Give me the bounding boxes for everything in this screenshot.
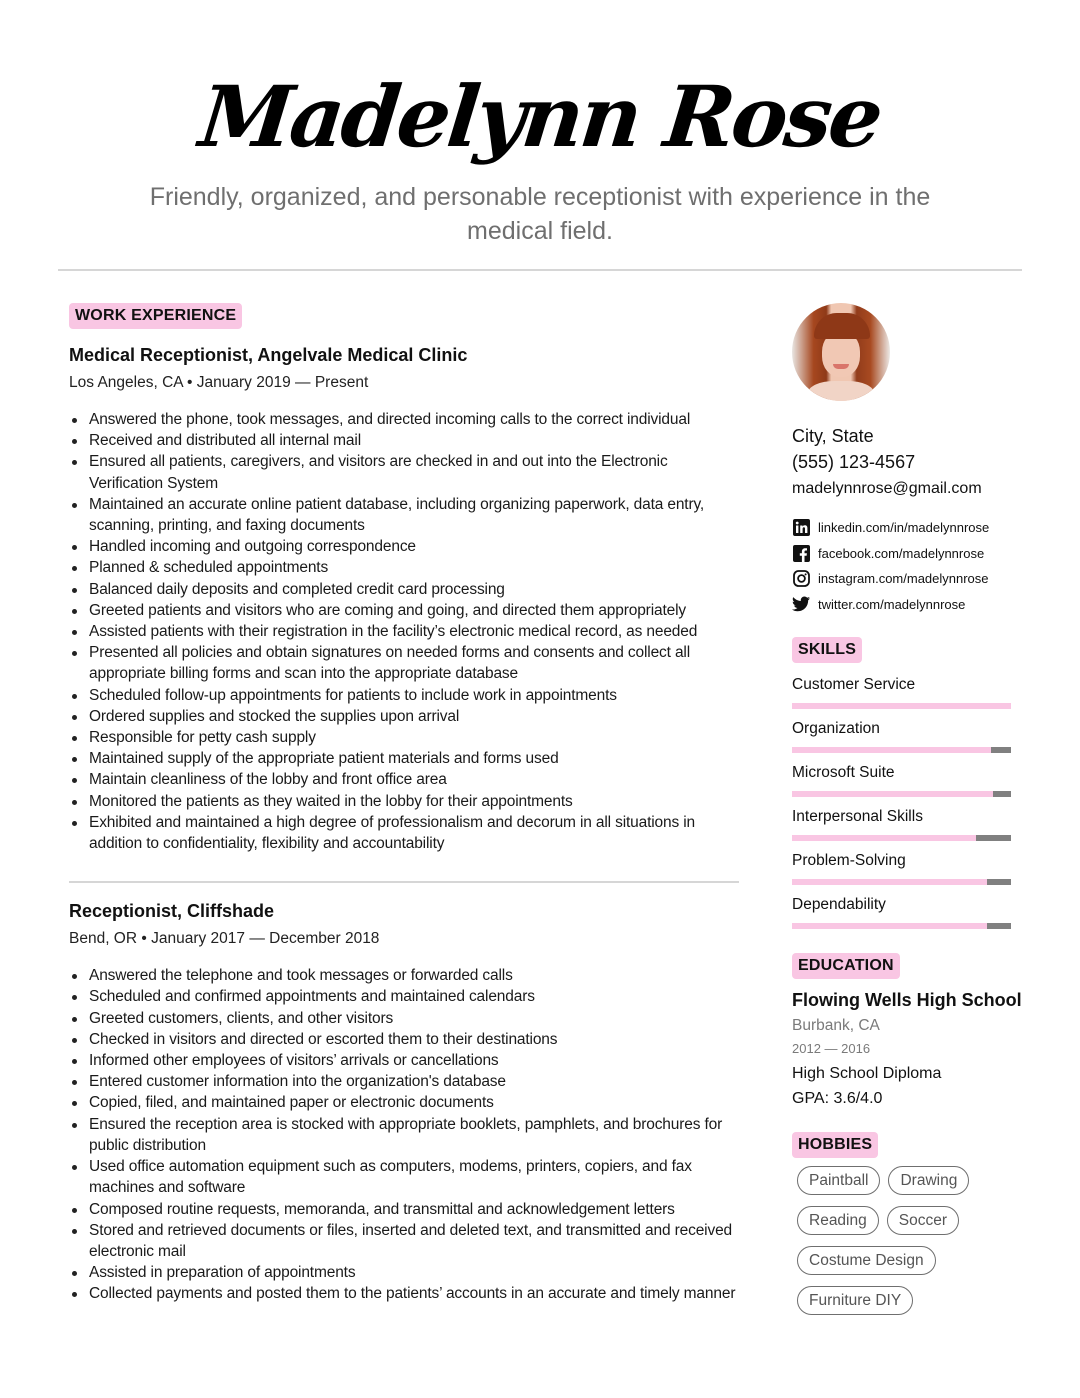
bullet-item: Monitored the patients as they waited in the lobby for their appointments	[69, 791, 739, 812]
header-divider	[58, 269, 1022, 271]
bullet-item: Greeted patients and visitors who are coming and going, and directed them appropriately	[69, 600, 739, 621]
work-experience-section	[69, 303, 739, 1305]
bullet-item: Entered customer information into the organization's database	[69, 1071, 739, 1092]
profile-photo	[792, 303, 890, 401]
bullet-item: Assisted in preparation of appointments	[69, 1262, 739, 1283]
job-bullets	[69, 409, 739, 854]
bullet-item: Scheduled and confirmed appointments and maintained calendars	[69, 986, 739, 1007]
social-link-instagram[interactable]	[792, 566, 1022, 592]
social-link-twitter[interactable]	[792, 592, 1022, 618]
education-gpa: GPA: 3.6/4.0	[792, 1090, 883, 1107]
skill-bar-fill	[792, 791, 993, 797]
skill-name: Interpersonal Skills	[792, 808, 923, 825]
skill-name: Problem-Solving	[792, 852, 906, 869]
skill-name: Dependability	[792, 896, 886, 913]
bullet-item: Greeted customers, clients, and other visitors	[69, 1008, 739, 1029]
bullet-item: Scheduled follow-up appointments for patients to include work in appointments	[69, 685, 739, 706]
education-school: Flowing Wells High School	[792, 990, 1022, 1010]
bullet-item: Balanced daily deposits and completed credit card processing	[69, 579, 739, 600]
hobbies-list	[792, 1166, 1012, 1326]
photo-hair	[814, 313, 870, 339]
linkedin-icon	[792, 519, 810, 537]
photo-smile	[833, 364, 849, 369]
job-title: Medical Receptionist, Angelvale Medical Clinic	[69, 345, 468, 365]
bullet-item: Maintained supply of the appropriate patient materials and forms used	[69, 748, 739, 769]
social-links	[792, 515, 1022, 617]
section-label-education: EDUCATION	[792, 953, 900, 979]
social-link-facebook[interactable]	[792, 541, 1022, 567]
hobby-chip: Soccer	[887, 1206, 959, 1235]
section-label-hobbies: HOBBIES	[792, 1132, 878, 1158]
bullet-item: Planned & scheduled appointments	[69, 557, 739, 578]
skill-bar	[792, 747, 1011, 753]
skill-item	[792, 895, 1022, 929]
education-degree: High School Diploma	[792, 1065, 942, 1082]
skill-bar	[792, 703, 1011, 709]
bullet-item: Maintain cleanliness of the lobby and front office area	[69, 769, 739, 790]
skill-item	[792, 675, 1022, 709]
skill-bar-fill	[792, 879, 987, 885]
skill-bar	[792, 923, 1011, 929]
job-entry	[69, 899, 739, 1304]
skill-bar-fill	[792, 835, 976, 841]
bullet-item: Composed routine requests, memoranda, and transmittal and acknowledgement letters	[69, 1199, 739, 1220]
candidate-name: Madelynn Rose	[195, 67, 885, 166]
bullet-item: Used office automation equipment such as computers, modems, printers, copiers, and fax machines and software	[69, 1156, 739, 1198]
skills-section	[792, 637, 1022, 663]
skill-bar-fill	[792, 923, 987, 929]
job-meta: Bend, OR • January 2017 — December 2018	[69, 930, 380, 948]
skill-bar	[792, 879, 1011, 885]
bullet-item: Maintained an accurate online patient database, including organizing paperwork, data entry, scanning, printing, and faxing documents	[69, 494, 739, 536]
bullet-item: Received and distributed all internal mail	[69, 430, 739, 451]
skill-item	[792, 807, 1022, 841]
bullet-item: Handled incoming and outgoing correspondence	[69, 536, 739, 557]
hobby-chip: Drawing	[888, 1166, 969, 1195]
social-link-linkedin[interactable]	[792, 515, 1022, 541]
bullet-item: Answered the telephone and took messages or forwarded calls	[69, 965, 739, 986]
skill-bar	[792, 791, 1011, 797]
job-bullets	[69, 965, 739, 1304]
hobby-chip: Paintball	[797, 1166, 880, 1195]
social-link-text: twitter.com/madelynnrose	[818, 596, 966, 612]
education-years: 2012 — 2016	[792, 1041, 871, 1056]
social-link-text: instagram.com/madelynnrose	[818, 571, 989, 587]
skill-bar	[792, 835, 1011, 841]
contact-email[interactable]: madelynnrose@gmail.com	[792, 480, 982, 497]
section-label-work-experience: WORK EXPERIENCE	[69, 303, 242, 329]
section-label-skills: SKILLS	[792, 637, 862, 663]
bullet-item: Collected payments and posted them to the patients’ accounts in an accurate and timely manner	[69, 1283, 739, 1304]
facebook-icon	[792, 544, 810, 562]
social-link-text: linkedin.com/in/madelynnrose	[818, 520, 990, 536]
skill-name: Microsoft Suite	[792, 764, 895, 781]
bullet-item: Presented all policies and obtain signatures on needed forms and consents and collect all appropriate billing forms and scan into the appropriate database	[69, 642, 739, 684]
skill-name: Customer Service	[792, 676, 916, 693]
education-section	[792, 953, 1022, 979]
bullet-item: Checked in visitors and directed or escorted them to their destinations	[69, 1029, 739, 1050]
hobby-chip: Costume Design	[797, 1246, 936, 1275]
skill-name: Organization	[792, 720, 880, 737]
skill-item	[792, 851, 1022, 885]
photo-shoulders	[808, 381, 874, 401]
job-entry	[69, 343, 739, 854]
instagram-icon	[792, 570, 810, 588]
education-location: Burbank, CA	[792, 1017, 880, 1034]
skill-bar-fill	[792, 747, 991, 753]
bullet-item: Assisted patients with their registration in the facility’s electronic medical record, as needed	[69, 621, 739, 642]
bullet-item: Answered the phone, took messages, and directed incoming calls to the correct individual	[69, 409, 739, 430]
hobbies-section	[792, 1132, 1022, 1158]
social-link-text: facebook.com/madelynnrose	[818, 545, 985, 561]
bullet-item: Stored and retrieved documents or files, inserted and deleted text, and transmitted and received electronic mail	[69, 1220, 739, 1262]
sidebar	[792, 303, 1022, 1326]
skill-item	[792, 719, 1022, 753]
skills-list	[792, 675, 1022, 929]
skill-bar-fill	[792, 703, 1011, 709]
contact-phone: (555) 123-4567	[792, 452, 916, 472]
bullet-item: Ensured all patients, caregivers, and visitors are checked in and out into the Electronic Verification System	[69, 451, 739, 493]
bullet-item: Ensured the reception area is stocked with appropriate booklets, pamphlets, and brochures for public distribution	[69, 1114, 739, 1156]
hobby-chip: Reading	[797, 1206, 879, 1235]
bullet-item: Informed other employees of visitors’ arrivals or cancellations	[69, 1050, 739, 1071]
contact-location: City, State	[792, 426, 874, 446]
job-title: Receptionist, Cliffshade	[69, 901, 275, 922]
bullet-item: Copied, filed, and maintained paper or electronic documents	[69, 1092, 739, 1113]
hobby-chip: Furniture DIY	[797, 1286, 913, 1315]
bullet-item: Exhibited and maintained a high degree of professionalism and decorum in all situations in addition to confidentiality, flexibility and accountability	[69, 812, 739, 854]
bullet-item: Ordered supplies and stocked the supplies upon arrival	[69, 706, 739, 727]
job-divider	[69, 881, 739, 883]
job-meta: Los Angeles, CA • January 2019 — Present	[69, 374, 369, 391]
candidate-tagline: Friendly, organized, and personable receptionist with experience in the medical field.	[149, 183, 931, 245]
twitter-icon	[792, 595, 810, 613]
skill-item	[792, 763, 1022, 797]
bullet-item: Responsible for petty cash supply	[69, 727, 739, 748]
